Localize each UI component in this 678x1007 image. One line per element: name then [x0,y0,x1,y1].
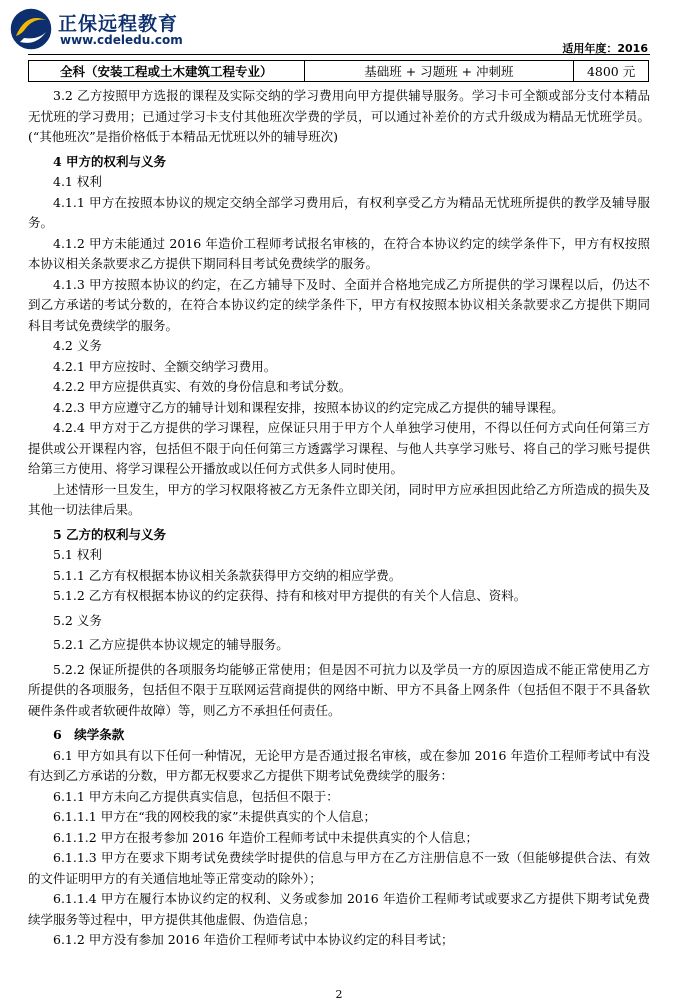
course-subject-cell: 全科（安装工程或土木建筑工程专业） [29,61,305,82]
paragraph: 6.1.1.2 甲方在报考参加 2016 年造价工程师考试中未提供真实的个人信息； [53,829,478,845]
paragraph: 上述情形一旦发生，甲方的学习权限将被乙方无条件立即关闭，同时甲方应承担因此给乙方所造成的损失及其他一切法律后果。 [28,481,650,517]
section-heading: 4 甲方的权利与义务 [53,153,167,169]
paragraph: 5.2.1 乙方应提供本协议规定的辅导服务。 [53,637,289,652]
paragraph: 6.1.2 甲方没有参加 2016 年造价工程师考试中本协议约定的科目考试； [53,932,454,947]
course-classes-cell: 基础班 + 习题班 + 冲刺班 [304,61,574,82]
year-label: 适用年度：2016 [562,42,648,55]
paragraph: 5.1 权利 [53,547,102,562]
paragraph: 6.1 甲方如具有以下任何一种情况，无论甲方是否通过报名审核，或在参加 2016 年造价工程师考试中有没有达到乙方承诺的分数，甲方都无权要求乙方提供下期考试免费续学的服务： [28,747,650,783]
paragraph: 6.1.1.4 甲方在履行本协议约定的权利、义务或参加 2016 年造价工程师考试或要求乙方提供下期考试免费续学服务等过程中，甲方提供其他虚假、伪造信息； [28,891,650,927]
section-heading: 5 乙方的权利与义务 [53,526,167,542]
paragraph: 4.2.2 甲方应提供真实、有效的身份信息和考试分数。 [53,379,352,394]
document-body [28,86,650,951]
brand-url: www.cdeledu.com [60,33,183,47]
logo-icon [8,6,54,52]
course-price-cell: 4800 元 [574,61,649,82]
paragraph: 4.2.1 甲方应按时、全额交纳学习费用。 [53,358,277,374]
header-divider [28,54,650,55]
paragraph: 6.1.1 甲方未向乙方提供真实信息，包括但不限于： [53,788,339,804]
brand-name: 正保远程教育 [58,13,179,35]
paragraph: 5.1.1 乙方有权根据本协议相关条款获得甲方交纳的相应学费。 [53,567,402,583]
section-heading: 6 续学条款 [53,727,125,742]
paragraph: 4.1 权利 [53,174,102,189]
paragraph: 5.2 义务 [53,612,102,628]
paragraph: 6.1.1.3 甲方在要求下期考试免费续学时提供的信息与甲方在乙方注册信息不一致（但能够提供合法、有效的文件证明甲方的有关通信地址等正常变动的除外）； [28,850,650,886]
paragraph: 6.1.1.1 甲方在“我的网校我的家”未提供真实的个人信息； [53,809,376,824]
paragraph: 4.2.3 甲方应遵守乙方的辅导计划和课程安排，按照本协议的约定完成乙方提供的辅导课程。 [53,399,564,415]
paragraph: 4.1.3 甲方按照本协议的约定，在乙方辅导下及时、全面并合格地完成乙方所提供的学习课程以后，仍达不到乙方承诺的考试分数的，在符合本协议约定的续学条件下，甲方有权按照本协议相关条款要求乙方提供下期同科目考试免费续学的服务。 [28,276,650,333]
table-row [29,61,649,82]
paragraph: 4.1.2 甲方未能通过 2016 年造价工程师考试报名审核的，在符合本协议约定的续学条件下，甲方有权按照本协议相关条款要求乙方提供下期同科目考试免费续学的服务。 [28,235,650,271]
page-number: 2 [335,988,343,1001]
paragraph: 4.2 义务 [53,338,102,353]
course-table [28,60,649,82]
paragraph: 3.2 乙方按照甲方选报的课程及实际交纳的学习费用向甲方提供辅导服务。学习卡可全额或部分支付本精品无忧班的学习费用；已通过学习卡支付其他班次学费的学员，可以通过补差价的方式升级成为精品无忧班学员。(“其他班次”是指价格低于本精品无忧班以外的辅导班次) [28,88,650,144]
paragraph: 5.2.2 保证所提供的各项服务均能够正常使用；但是因不可抗力以及学员一方的原因造成不能正常使用乙方所提供的各项服务，包括但不限于互联网运营商提供的网络中断、甲方不具备上网条件（包括但不限于不具备软硬件条件或者软硬件故障）等，则乙方不承担任何责任。 [28,661,650,718]
paragraph: 4.2.4 甲方对于乙方提供的学习课程，应保证只用于甲方个人单独学习使用，不得以任何方式向任何第三方提供或公开课程内容，包括但不限于向任何第三方透露学习课程、与他人共享学习账号、将自己的学习账号提供给第三方使用、将学习课程公开播放或以任何方式供多人同时使用。 [28,420,650,476]
paragraph: 5.1.2 乙方有权根据本协议的约定获得、持有和核对甲方提供的有关个人信息、资料。 [53,588,527,603]
paragraph: 4.1.1 甲方在按照本协议的规定交纳全部学习费用后，有权利享受乙方为精品无忧班所提供的教学及辅导服务。 [28,194,650,230]
